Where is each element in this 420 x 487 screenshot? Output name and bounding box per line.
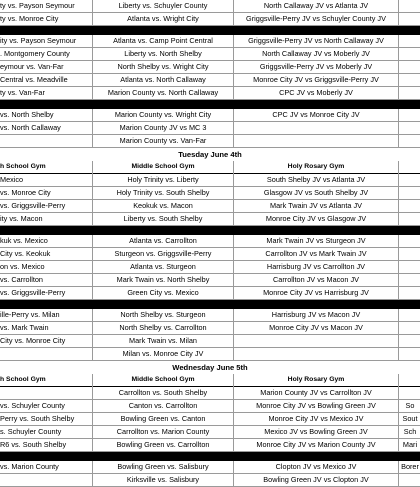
game-cell (0, 474, 92, 486)
game-cell (400, 35, 420, 47)
column-divider (92, 387, 93, 400)
game-cell: Kirksville vs. Salisbury (126, 475, 200, 484)
column-divider (398, 13, 399, 26)
black-separator-band (0, 300, 420, 309)
column-divider (398, 374, 399, 387)
game-cell (400, 387, 420, 399)
game-cell (400, 274, 420, 286)
column-divider (233, 109, 234, 122)
game-cell (0, 348, 92, 360)
column-divider (92, 187, 93, 200)
column-divider (92, 61, 93, 74)
game-cell: Marion County JV vs MC 3 (119, 123, 207, 132)
game-cell: ity vs. Payson Seymour (0, 36, 77, 45)
game-cell (400, 309, 420, 321)
column-divider (233, 287, 234, 300)
game-cell: Bowling Green vs. Canton (120, 414, 206, 423)
column-divider (398, 35, 399, 48)
game-row (0, 474, 420, 487)
game-cell: on vs. Mexico (0, 262, 45, 271)
game-cell: Perry vs. South Shelby (0, 414, 75, 423)
column-divider (92, 374, 93, 387)
game-cell: Carrollton JV vs Macon JV (273, 275, 359, 284)
column-divider (92, 74, 93, 87)
column-divider (233, 413, 234, 426)
black-separator-band (0, 26, 420, 35)
game-row (0, 400, 420, 413)
game-cell: Bowling Green JV vs Clopton JV (263, 475, 369, 484)
game-cell: Sout (402, 414, 418, 423)
game-cell: North Shelby vs. Wright City (117, 62, 209, 71)
game-row (0, 213, 420, 226)
column-divider (233, 474, 234, 487)
game-cell: Mari (402, 440, 418, 449)
column-divider (398, 387, 399, 400)
game-cell: Atlanta vs. North Callaway (120, 75, 206, 84)
column-divider (233, 335, 234, 348)
black-separator-band (0, 226, 420, 235)
column-divider (233, 248, 234, 261)
game-cell: Liberty vs. Schuyler County (118, 1, 208, 10)
gym-header-row (0, 161, 420, 174)
column-divider (233, 161, 234, 174)
column-divider (92, 161, 93, 174)
column-divider (233, 400, 234, 413)
game-row (0, 309, 420, 322)
game-cell: vs. Marion County (0, 462, 59, 471)
game-row (0, 248, 420, 261)
column-divider (233, 187, 234, 200)
game-cell: Atlanta vs. Carrollton (129, 236, 197, 245)
column-divider (233, 135, 234, 148)
column-divider (398, 61, 399, 74)
game-cell: Mark Twain vs. North Shelby (116, 275, 210, 284)
game-cell (400, 61, 420, 73)
game-cell: Atlanta vs. Wright City (127, 14, 199, 23)
game-cell (400, 474, 420, 486)
column-divider (398, 0, 399, 13)
column-divider (233, 48, 234, 61)
game-row (0, 413, 420, 426)
column-divider (92, 248, 93, 261)
game-cell: Marion County vs. North Callaway (107, 88, 219, 97)
game-cell (400, 322, 420, 334)
game-cell: Atlanta vs. Sturgeon (130, 262, 196, 271)
game-cell: ty vs. Monroe City (0, 14, 59, 23)
game-cell: vs. North Callaway (0, 123, 61, 132)
game-row (0, 261, 420, 274)
column-divider (92, 200, 93, 213)
game-cell: Canton vs. Carrollton (128, 401, 198, 410)
game-cell (400, 13, 420, 25)
game-cell (400, 74, 420, 86)
game-row (0, 274, 420, 287)
column-divider (92, 309, 93, 322)
column-divider (92, 400, 93, 413)
game-row (0, 13, 420, 26)
column-divider (398, 413, 399, 426)
game-row (0, 335, 420, 348)
column-divider (398, 348, 399, 361)
column-divider (92, 322, 93, 335)
game-cell: North Shelby vs. Carrollton (119, 323, 207, 332)
game-row (0, 87, 420, 100)
column-divider (92, 174, 93, 187)
column-divider (398, 161, 399, 174)
column-divider (398, 174, 399, 187)
game-cell (400, 174, 420, 186)
gym-header-row (0, 374, 420, 387)
column-divider (398, 200, 399, 213)
column-divider (233, 200, 234, 213)
column-divider (398, 274, 399, 287)
game-cell: South Shelby JV vs Atlanta JV (266, 175, 366, 184)
game-cell: Mark Twain vs. Milan (129, 336, 197, 345)
game-cell (400, 235, 420, 247)
gym-header: Holy Rosary Gym (287, 163, 345, 170)
game-cell (0, 387, 92, 399)
column-divider (233, 122, 234, 135)
game-cell: Griggsville-Perry JV vs North Callaway JV (248, 36, 384, 45)
game-cell: North Callaway JV vs Atlanta JV (263, 1, 369, 10)
game-cell (234, 348, 398, 360)
game-cell: Monroe City JV vs Mexico JV (268, 414, 364, 423)
column-divider (233, 309, 234, 322)
game-cell: Liberty vs. South Shelby (123, 214, 203, 223)
column-divider (92, 35, 93, 48)
column-divider (233, 61, 234, 74)
column-divider (233, 13, 234, 26)
game-cell: Bowling Green vs. Carrollton (116, 440, 210, 449)
game-cell: Carrollton vs. Marion County (116, 427, 210, 436)
game-row (0, 348, 420, 361)
day-title: Wednesday June 5th (172, 363, 248, 372)
column-divider (233, 374, 234, 387)
gym-header: h School Gym (0, 376, 46, 383)
game-cell: Sch (403, 427, 417, 436)
game-cell: kuk vs. Mexico (0, 236, 48, 245)
column-divider (92, 48, 93, 61)
column-divider (233, 387, 234, 400)
game-cell: Marion County vs. Van-Far (119, 136, 207, 145)
game-cell: Clopton JV vs Mexico JV (275, 462, 357, 471)
column-divider (233, 235, 234, 248)
column-divider (92, 135, 93, 148)
game-cell: ty vs. Payson Seymour (0, 1, 75, 10)
column-divider (398, 235, 399, 248)
column-divider (92, 213, 93, 226)
column-divider (233, 87, 234, 100)
game-cell: CPC JV vs Monroe City JV (272, 110, 360, 119)
column-divider (92, 0, 93, 13)
game-row (0, 135, 420, 148)
column-divider (92, 122, 93, 135)
day-title: Tuesday June 4th (178, 150, 242, 159)
game-cell: Borer (401, 462, 419, 471)
game-cell: Marion County JV vs Carrollton JV (260, 388, 372, 397)
game-cell: vs. Monroe City (0, 188, 51, 197)
game-cell: Holy Trinity vs. South Shelby (116, 188, 210, 197)
column-divider (233, 35, 234, 48)
column-divider (92, 109, 93, 122)
game-cell (400, 248, 420, 260)
column-divider (398, 322, 399, 335)
game-cell (400, 87, 420, 99)
column-divider (398, 426, 399, 439)
game-row (0, 287, 420, 300)
game-cell: vs. Mark Twain (0, 323, 49, 332)
game-cell: Monroe City JV vs Macon JV (269, 323, 363, 332)
game-cell: Liberty vs. North Shelby (124, 49, 202, 58)
game-cell: Milan vs. Monroe City JV (122, 349, 204, 358)
game-cell: So (405, 401, 415, 410)
game-row (0, 74, 420, 87)
game-cell: R6 vs. South Shelby (0, 440, 67, 449)
column-divider (233, 0, 234, 13)
game-cell: Monroe City JV vs Griggsville-Perry JV (253, 75, 379, 84)
game-cell: Mexico (0, 175, 24, 184)
gym-header: Middle School Gym (131, 376, 195, 383)
game-cell: vs. Schuyler County (0, 401, 65, 410)
game-row (0, 200, 420, 213)
gym-header (400, 161, 420, 173)
game-cell (400, 135, 420, 147)
game-row (0, 235, 420, 248)
game-row (0, 461, 420, 474)
game-row (0, 109, 420, 122)
column-divider (92, 335, 93, 348)
game-cell (234, 335, 398, 347)
gym-header: h School Gym (0, 163, 46, 170)
column-divider (233, 322, 234, 335)
column-divider (92, 474, 93, 487)
game-row (0, 122, 420, 135)
column-divider (398, 87, 399, 100)
column-divider (398, 261, 399, 274)
column-divider (398, 309, 399, 322)
game-cell: Harrisburg JV vs Macon JV (271, 310, 361, 319)
game-cell: Monroe City JV vs Harrisburg JV (263, 288, 369, 297)
column-divider (92, 348, 93, 361)
game-row (0, 187, 420, 200)
gym-header (400, 374, 420, 386)
column-divider (92, 461, 93, 474)
game-row (0, 439, 420, 452)
game-cell (400, 287, 420, 299)
column-divider (398, 248, 399, 261)
column-divider (92, 426, 93, 439)
game-cell (400, 0, 420, 12)
column-divider (92, 13, 93, 26)
game-cell (234, 122, 398, 134)
black-separator-band (0, 100, 420, 109)
game-cell: ty vs. Van-Far (0, 88, 45, 97)
game-cell: vs. Griggsville-Perry (0, 288, 66, 297)
column-divider (92, 87, 93, 100)
game-cell: Bowling Green vs. Salisbury (117, 462, 209, 471)
column-divider (398, 135, 399, 148)
column-divider (233, 213, 234, 226)
column-divider (398, 335, 399, 348)
game-cell: s. Schuyler County (0, 427, 62, 436)
column-divider (398, 439, 399, 452)
game-cell: Keokuk vs. Macon (133, 201, 193, 210)
column-divider (398, 474, 399, 487)
game-cell: Griggsville-Perry JV vs Schuyler County JV (246, 14, 386, 23)
column-divider (398, 461, 399, 474)
game-row (0, 48, 420, 61)
game-cell: Mark Twain JV vs Sturgeon JV (266, 236, 366, 245)
game-row (0, 0, 420, 13)
column-divider (233, 174, 234, 187)
column-divider (92, 274, 93, 287)
game-cell (400, 348, 420, 360)
column-divider (233, 426, 234, 439)
column-divider (92, 287, 93, 300)
game-cell: City vs. Monroe City (0, 336, 66, 345)
column-divider (233, 74, 234, 87)
game-cell: vs. Carrollton (0, 275, 43, 284)
gym-header: Middle School Gym (131, 163, 195, 170)
game-cell: Harrisburg JV vs Carrollton JV (266, 262, 366, 271)
column-divider (398, 400, 399, 413)
game-cell: Monroe City JV vs Glasgow JV (265, 214, 367, 223)
game-cell: Sturgeon vs. Griggsville-Perry (114, 249, 212, 258)
game-cell: Green City vs. Mexico (127, 288, 199, 297)
game-cell: eymour vs. Van-Far (0, 62, 64, 71)
column-divider (92, 413, 93, 426)
game-cell (400, 48, 420, 60)
game-row (0, 426, 420, 439)
game-cell: Mexico JV vs Bowling Green JV (264, 427, 368, 436)
column-divider (398, 109, 399, 122)
column-divider (92, 261, 93, 274)
game-cell: City vs. Keokuk (0, 249, 51, 258)
column-divider (398, 213, 399, 226)
game-cell (400, 335, 420, 347)
column-divider (398, 187, 399, 200)
column-divider (92, 439, 93, 452)
game-row (0, 174, 420, 187)
column-divider (398, 48, 399, 61)
column-divider (233, 348, 234, 361)
column-divider (398, 287, 399, 300)
game-cell: CPC JV vs Moberly JV (279, 88, 353, 97)
game-cell (400, 109, 420, 121)
game-cell (400, 213, 420, 225)
column-divider (233, 261, 234, 274)
game-row (0, 35, 420, 48)
game-row (0, 322, 420, 335)
game-cell: North Shelby vs. Sturgeon (120, 310, 206, 319)
game-cell (0, 135, 92, 147)
game-cell (400, 187, 420, 199)
game-cell: Carrollton JV vs Mark Twain JV (265, 249, 367, 258)
game-cell: vs. North Shelby (0, 110, 54, 119)
black-separator-band (0, 452, 420, 461)
game-cell: North Callaway JV vs Moberly JV (262, 49, 370, 58)
day-title-row (0, 361, 420, 374)
column-divider (398, 122, 399, 135)
game-cell: Monroe City JV vs Bowling Green JV (256, 401, 376, 410)
day-title-row (0, 148, 420, 161)
column-divider (92, 235, 93, 248)
game-cell: Atlanta vs. Camp Point Central (113, 36, 213, 45)
game-cell: Mark Twain JV vs Atlanta JV (270, 201, 362, 210)
game-cell: . Montgomery County (0, 49, 70, 58)
game-cell (400, 200, 420, 212)
game-cell (400, 261, 420, 273)
game-cell: Monroe City JV vs Marion County JV (256, 440, 376, 449)
game-cell: vs. Griggsville-Perry (0, 201, 66, 210)
game-cell (234, 135, 398, 147)
game-cell (400, 122, 420, 134)
gym-header: Holy Rosary Gym (287, 376, 345, 383)
game-row (0, 61, 420, 74)
game-cell: Holy Trinity vs. Liberty (127, 175, 199, 184)
column-divider (233, 461, 234, 474)
game-cell: ille-Perry vs. Milan (0, 310, 60, 319)
game-cell: Central vs. Meadville (0, 75, 68, 84)
column-divider (233, 274, 234, 287)
game-cell: Griggsville-Perry JV vs Moberly JV (259, 62, 373, 71)
game-cell: Glasgow JV vs South Shelby JV (263, 188, 369, 197)
column-divider (398, 74, 399, 87)
game-row (0, 387, 420, 400)
game-cell: ity vs. Macon (0, 214, 43, 223)
game-cell: Marion County vs. Wright City (114, 110, 212, 119)
column-divider (233, 439, 234, 452)
game-cell: Carrollton vs. South Shelby (118, 388, 208, 397)
